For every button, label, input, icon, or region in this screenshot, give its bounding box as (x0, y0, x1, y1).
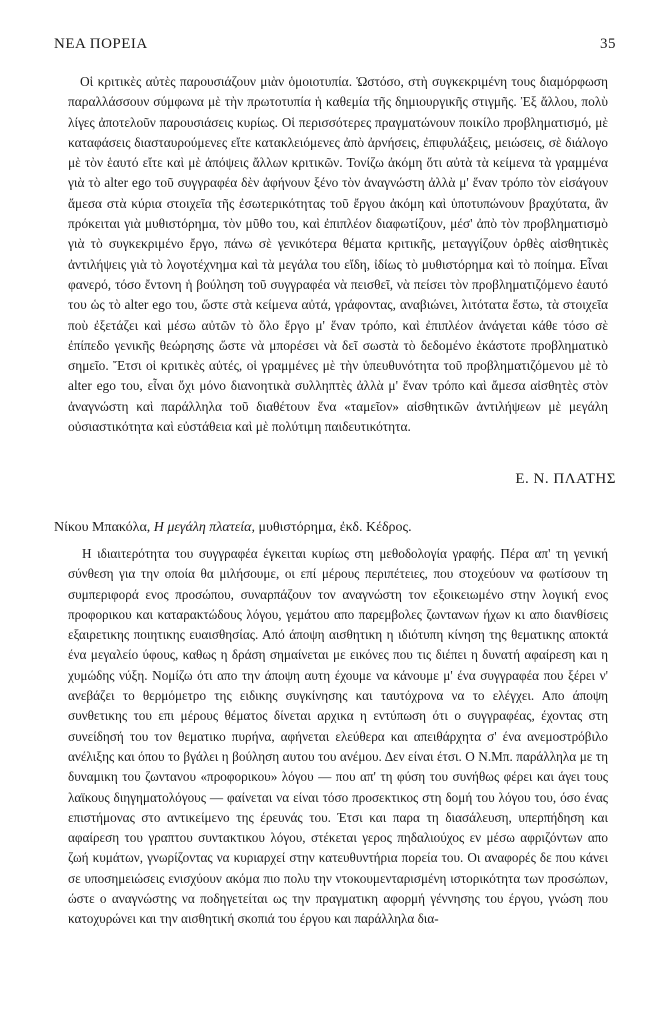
review-one-body (68, 72, 608, 437)
book-details: μυθιστόρημα, ἐκδ. Κέδρος. (258, 520, 412, 535)
review-two-paragraph: Η ιδιαιτερότητα του συγγραφέα έγκειται κυρίως στη μεθοδολογία γραφής. Πέρα απ' τη γενική σύνθεση για την οποία θα μιλήσουμε, οι επί μέρους περιπέτειες, που στοχεύουν να φωτίσουν τη συμπεριφορά ενος προσώπου, συναρπάζουν τον αναγνώστη τον εξοικειωμένο στην λογική ενος προφορικου και καταρακτώδους λόγου, γεμάτου απο παρεμβολες ζωντανων ήχων κι απο διανθίσεις εξαιρετικης ποιητικης ευαισθησίας. Από άποψη αισθητικη η ιδιότυπη κίνηση της θεματικης αποκτά ένα μεγαλείο ύφους, καθως η δράση σημαίνεται με εικόνες που τις διέπει η δυνατή αφαίρεση και η χυμώδης νύξη. Νομίζω ότι απο την άποψη αυτη έχουμε να κάνουμε μ' ένα συγγραφέα που ξέρει ν' ανεβάζει το θερμόμετρο της ειδικης συγκίνησης και ταυτόχρονα να το ελέγχει. Απο άποψη συνθετικης του επι μέρους θέματος δίνεται αρχικα η εντύπωση ότι ο συγγραφέας, έχοντας στη συνείδησή του τον θεματικο πυρήνα, αφήνεται ελεύθερα και απειθάρχητα σ' ένα ανεμοστρόβιλο ανέλιξης και όπου το βγάλει η βούληση αυτου του ανέμου. Δεν είναι έτσι. Ο Ν.Μπ. παράλληλα με τη δυναμικη του ζωντανου «προφορικου» λόγου — που απ' τη φύση του συνήθως φέρει και άγει τους λαϊκους διηγηματολόγους — φαίνεται να είναι τόσο προσεκτικος στη δομή του λόγου του, όσο ένας επιστήμονας στο αντικείμενο της έρευνάς του. Έτσι και παρα τη διασάλευση, υπερπήδηση και αφαίρεση του γραπτου συντακτικου λόγου, στέκεται γερος πηδαλιούχος εν μέσω αφριζόντων απο ζωή κυμάτων, γνωρίζοντας να κυριαρχεί στην κατευθυντήρια πορεία του. Οι αναφορές δε που κάνει σε υποσημειώσεις ενισχύουν ακόμα πιο πολυ την ντοκουμενταρισμένη ιστορικότητα των προσώπων, ώστε ο αναγνώστης να ποδηγετείται ως την πραγματικη αφορμή γέννησης του έργου, γνώση που κατοχυρώνει και την αισθητική σκοπιά του έργου και παράλληλα δια- (68, 546, 608, 927)
review-one-paragraph: Οἱ κριτικὲς αὐτὲς παρουσιάζουν μιὰν ὁμοιοτυπία. Ὡστόσο, στὴ συγκεκριμένη τους διαμόρφωση παραλλάσσουν σύμφωνα μὲ τὴν πρωτοτυπία ἡ καθεμία τῆς δημιουργικῆς στιγμῆς. Ἐξ ἄλλου, πολὺ λίγες ἀποτελοῦν παρουσιάσεις κυρίως. Οἱ περισσότερες πραγματώνουν ποικίλο προβληματισμό, μὲ καταφάσεις διασταυρούμενες εἴτε κατακλειόμενες ἀπὸ ἀρνήσεις, ἐπιφυλάξεις, μειώσεις, σὲ διάλογο μὲ τὸν ἑαυτό εἴτε καὶ μὲ ἀπόψεις ἄλλων κριτικῶν. Τονίζω ἀκόμη ὅτι αὐτὰ τὰ κείμενα τὰ γραμμένα γιὰ τὸ alter ego τοῦ συγγραφέα δὲν ἀφήνουν ξένο τὸν ἀναγνώστη ἀλλὰ μ' ἕναν τρόπο τὸν εἰσάγουν ἄμεσα στὰ κύρια στοιχεῖα τῆς ἐσωτερικότητας τοῦ ἔργου ἀκόμη καὶ ὑποτυπώνουν βραχύτατα, ἂν πρόκειται γιὰ μυθιστόρημα, τὸν μῦθο του, καὶ ἐπιπλέον διαφωτίζουν, μέσ' ἀπὸ τὸν προβληματισμὸ γιὰ τὸ συγκεκριμένο ἔργο, πάνω σὲ γενικότερα θέματα κριτικῆς, μεταγγίζουν ὀρθὲς αἰσθητικὲς ἀντιλήψεις γιὰ τὸ λογοτέχνημα καὶ τὰ μεγάλα του εἴδη, ἰδίως τὸ μυθιστόρημα καὶ τὸ ποίημα. Εἶναι φανερό, τόσο ἔντονη ἡ βούληση τοῦ συγγραφέα νὰ πεισθεῖ, νὰ πείσει τὸν προβληματιζόμενο ἑαυτό του ὡς τὸ alter ego του, ὥστε στὰ κείμενα αὐτά, γράφοντας, αναβιώνει, λιτότατα ἔστω, τὰ στοιχεῖα ποὺ ἐξετάζει καὶ μέσω αὐτῶν τὸ ὅλο ἔργο μ' ἕναν τρόπο, καὶ ἐπιπλέον ἀνάγεται κάθε τόσο σὲ ἐπίπεδο γενικῆς θεώρησης ὥστε νὰ μπορέσει νὰ δεῖ σωστὰ τὸ δεδομένο ἑκάστοτε προβληματικὸ σημεῖο. Ἔτσι οἱ κριτικὲς αὐτές, οἱ γραμμένες μὲ τὴν ὑπευθυνότητα τοῦ προβληματιζόμενου μὲ τὸ alter ego του, εἶναι ὄχι μόνο διανοητικὰ συλληπτὲς ἀλλὰ μ' ἕναν τρόπο καὶ ἄμεσα αἰσθητὲς στὸν ἀναγνώστη καὶ παράλληλα τοῦ διαθέτουν ἕνα «ταμεῖον» αἰσθητικῶν ἀντιλήψεων μὲ μεγάλη οὐσιαστικότητα καὶ εὐστάθεια καὶ μὲ πολύτιμη παιδευτικότητα. (68, 74, 608, 435)
book-title: Η μεγάλη πλατεία, (153, 520, 256, 535)
review-two-body (68, 544, 608, 930)
book-citation (54, 520, 412, 536)
review-signature: Ε. Ν. ΠΛΑΤΗΣ (515, 471, 616, 487)
page-number: 35 (600, 36, 616, 52)
journal-title: ΝΕΑ ΠΟΡΕΙΑ (54, 36, 148, 52)
book-author: Νίκου Μπακόλα, (54, 520, 151, 535)
page-header (54, 36, 616, 58)
